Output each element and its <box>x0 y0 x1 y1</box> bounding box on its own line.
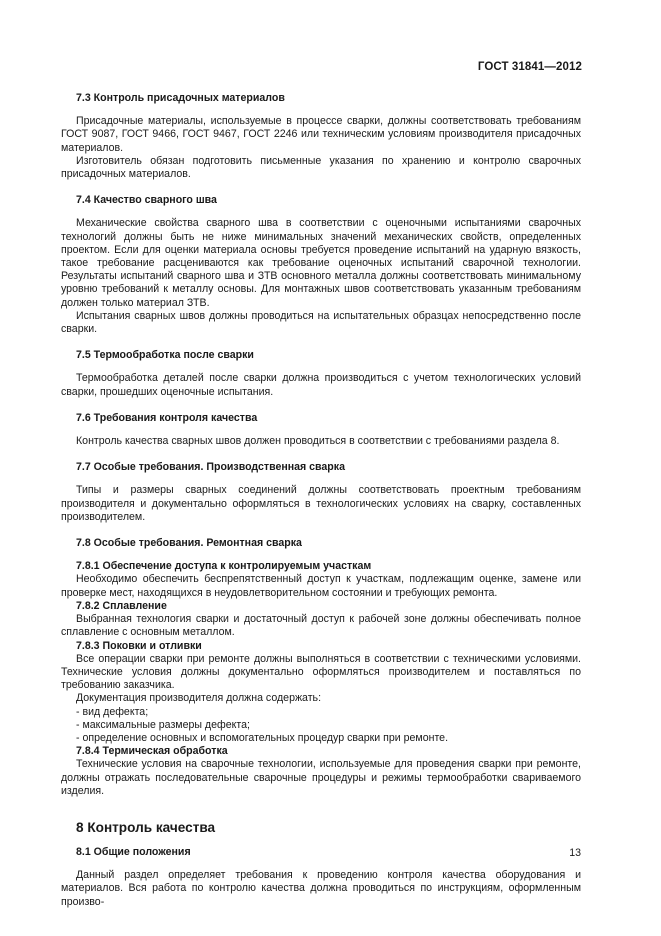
chapter-heading: 8 Контроль качества <box>76 819 216 835</box>
paragraph: Все операции сварки при ремонте должны выполняться в соответствии с техническими условиями. Технические условия должны документально оформляться производителем и поставляться по требованию заказчика. <box>61 652 581 692</box>
section-heading: 8.1 Общие положения <box>76 845 191 858</box>
section-7-8 <box>61 537 581 798</box>
paragraph: Выбранная технология сварки и достаточный доступ к рабочей зоне должны обеспечивать полное сплавление с основным металлом. <box>61 613 581 639</box>
paragraph: Изготовитель обязан подготовить письменные указания по хранению и контролю сварочных присадочных материалов. <box>61 154 581 181</box>
paragraph: Документация производителя должна содержать: <box>76 692 322 705</box>
section-7-3 <box>61 92 581 181</box>
page-content <box>61 92 581 909</box>
section-heading: 7.5 Термообработка после сварки <box>76 349 254 362</box>
paragraph: Присадочные материалы, используемые в процессе сварки, должны соответствовать требованиям ГОСТ 9087, ГОСТ 9466, ГОСТ 9467, ГОСТ 2246 или техническим условиям производителя присадочных материалов. <box>61 115 581 154</box>
document-code: ГОСТ 31841—2012 <box>477 61 582 73</box>
page-number: 13 <box>569 847 581 859</box>
subsection-heading: 7.8.4 Термическая обработка <box>76 745 228 758</box>
subsection-heading: 7.8.2 Сплавление <box>76 599 167 612</box>
section-heading: 7.4 Качество сварного шва <box>76 194 217 207</box>
paragraph: Термообработка деталей после сварки должна производиться с учетом технологических условий сварки, прошедших оценочные испытания. <box>61 372 581 398</box>
section-7-4 <box>61 194 581 336</box>
paragraph: Механические свойства сварного шва в соответствии с оценочными испытаниями сварочных технологий должны быть не ниже минимальных значений механических свойств, определенных проектом. Если для оценки материала основы требуется проведение испытаний на ударную вязкость, такое требование расцениваются как требование оценочных испытаний сварочной технологии. Результаты испытаний сварного шва и ЗТВ основного металла должны соответствовать минимальному уровню требований к металлу основы. Для монтажных швов соответствовать указанным требованиям должен только материал ЗТВ. <box>61 217 581 309</box>
subsection-heading: 7.8.1 Обеспечение доступа к контролируемым участкам <box>76 560 372 573</box>
subsection-heading: 7.8.3 Поковки и отливки <box>76 639 202 652</box>
section-7-5 <box>61 349 581 399</box>
list-item: - максимальные размеры дефекта; <box>76 718 250 731</box>
section-heading: 7.7 Особые требования. Производственная сварка <box>76 461 345 474</box>
section-7-7 <box>61 461 581 524</box>
section-7-6 <box>61 412 581 448</box>
paragraph: Технические условия на сварочные технологии, используемые для проведения сварки при ремонте, должны отражать последовательные сварочные процедуры и режимы термообработки свариваемого изделия. <box>61 758 581 797</box>
paragraph: Типы и размеры сварных соединений должны соответствовать проектным требованиям производителя и документально оформляться в технологических условиях на сварку, составленных производителем. <box>61 484 581 523</box>
section-heading: 7.8 Особые требования. Ремонтная сварка <box>76 537 302 550</box>
paragraph: Данный раздел определяет требования к проведению контроля качества оборудования и материалов. Вся работа по контролю качества должна проводиться по инструкциям, оформленным произво- <box>61 869 581 908</box>
paragraph: Испытания сварных швов должны проводиться на испытательных образцах непосредственно после сварки. <box>61 309 581 336</box>
section-heading: 7.6 Требования контроля качества <box>76 411 258 424</box>
list-item: - вид дефекта; <box>76 705 149 718</box>
paragraph: Контроль качества сварных швов должен проводиться в соответствии с требованиями раздела 8. <box>76 435 560 448</box>
list-item: - определение основных и вспомогательных процедур сварки при ремонте. <box>76 731 449 744</box>
section-heading: 7.3 Контроль присадочных материалов <box>76 92 285 104</box>
paragraph: Необходимо обеспечить беспрепятственный доступ к участкам, подлежащим оценке, замене или проверке мест, находящихся в неудовлетворительном состоянии и требующих ремонта. <box>61 573 581 599</box>
